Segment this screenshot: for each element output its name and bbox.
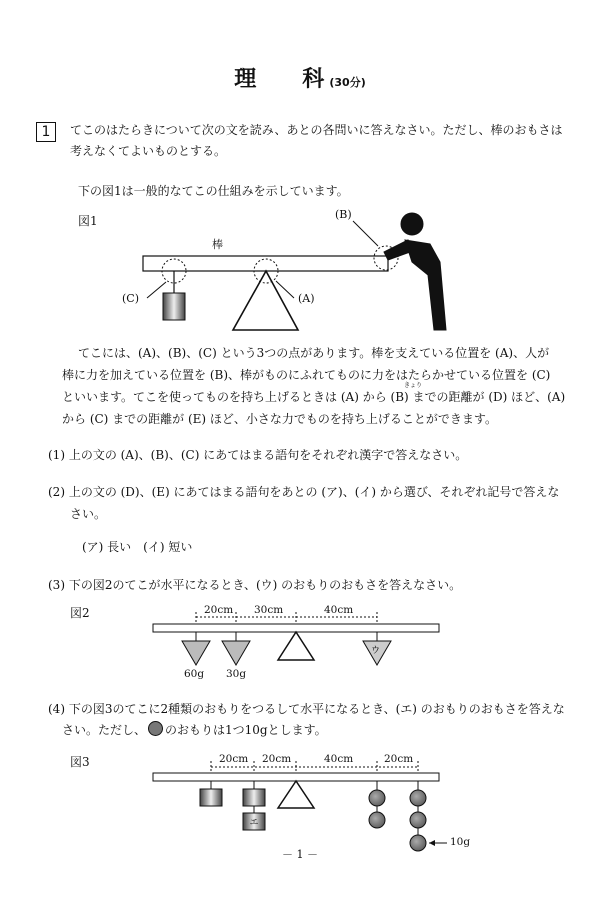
fig3-label-e: エ [249,818,259,828]
question-4-line1: (4) 下の図3のてこに2種類のおもりをつるして水平になるとき、(エ) のおもりのおもさを答えな [48,702,565,716]
fig3-dist-2: 20cm [262,753,292,765]
label-a: (A) [298,292,315,305]
question-2-line1: (2) 上の文の (D)、(E) にあてはまる語句をあとの (ア)、(イ) から選び、それぞれ記号で答えな [48,485,560,499]
fig3-block-1 [200,789,222,806]
time-limit: (30分) [329,76,366,89]
figure1-caption: 図1 [78,214,98,228]
question-intro-line1: てこのはたらきについて次の文を読み、あとの各問いに答えなさい。ただし、棒のおもさは [70,123,563,137]
fig2-label-u: ウ [371,646,381,656]
question-2-options: (ア) 長い (イ) 短い [82,540,193,554]
passage-line4: から (C) までの距離が (E) ほど、小さな力でものを持ち上げることができます。 [62,412,497,426]
passage-line1: てこには、(A)、(B)、(C) という3つの点があります。棒を支えている位置を (A)、人が [78,346,550,360]
fig2-dist-2: 30cm [254,604,284,616]
fig3-ball [410,790,426,806]
fig2-dist-1: 20cm [204,604,234,616]
fig3-dist-4: 20cm [384,753,414,765]
question-1: (1) 上の文の (A)、(B)、(C) にあてはまる語句をそれぞれ漢字で答えなさい。 [48,448,468,462]
q4-prefix: さい。ただし、 [62,723,147,737]
fig2-label-30g: 30g [226,668,247,680]
passage-line3: といいます。てこを使ってものを持ち上げるときは (A) から (B) までの距離が (D) ほど、(A) [62,390,566,404]
fig3-dist-3: 40cm [324,753,354,765]
bar-label: 棒 [212,238,223,251]
fig2-label-60g: 60g [184,668,205,680]
question-intro-line2: 考えなくてよいものとする。 [70,144,227,158]
fig3-ball-weight: 10g [450,836,471,848]
question-3: (3) 下の図2のてこが水平になるとき、(ウ) のおもりのおもさを答えなさい。 [48,578,462,592]
subject-second: 科 [302,67,325,92]
fig3-ball [410,812,426,828]
question-2-line2: さい。 [70,507,107,521]
q4-suffix: のおもりは1つ10gとします。 [165,723,327,737]
figure2-caption: 図2 [70,606,90,620]
ruby-kyori-1: きょり [404,382,423,389]
page-number: － 1 － [282,848,318,861]
figure3-caption: 図3 [70,755,90,769]
fig3-ball [369,812,385,828]
question-number-box: 1 [36,122,56,142]
fig3-fulcrum [278,781,314,808]
fig3-dist-1: 20cm [219,753,249,765]
passage-line2: 棒に力を加えている位置を (B)、棒がものにふれてものに力をはたらかせている位置を (C) [62,368,551,382]
label-b: (B) [335,208,352,221]
label-c: (C) [122,292,139,305]
fig3-ball [369,790,385,806]
fig3-block-2 [243,789,265,806]
fig2-dist-3: 40cm [324,604,354,616]
subject-first: 理 [234,67,257,92]
figure1-intro: 下の図1は一般的なてこの仕組みを示しています。 [78,184,349,198]
